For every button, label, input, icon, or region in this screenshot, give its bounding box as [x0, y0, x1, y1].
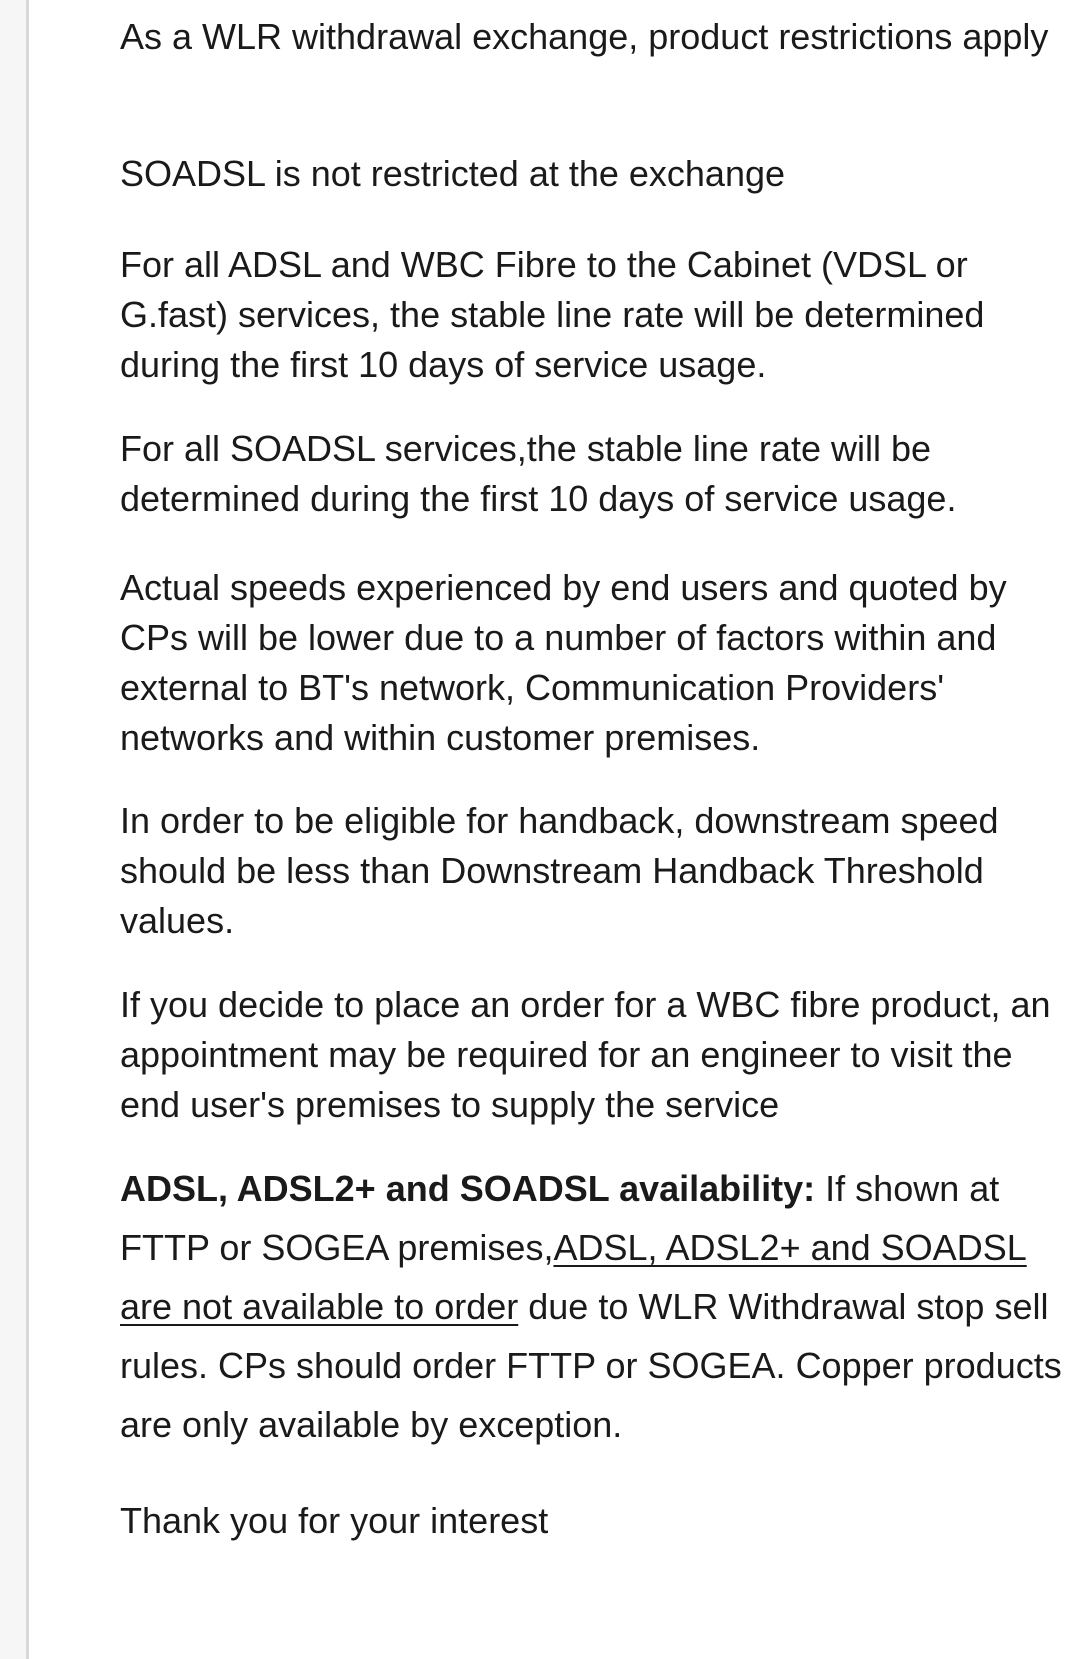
soadsl-status: SOADSL is not restricted at the exchange — [120, 153, 786, 194]
actual-speeds-note: Actual speeds experienced by end users and quoted by CPs will be lower due to a number of factors within and external to BT's network, Communication Providers' networks and within customer premises. — [120, 567, 1007, 758]
availability-text-a: If shown at FTTP or SOGEA premises, — [120, 1168, 1000, 1268]
left-margin-bar — [0, 0, 29, 1659]
availability-text-b: due to WLR Withdrawal stop sell rules. CPs should order FTTP or SOGEA. Copper products are only available by exception. — [120, 1286, 1062, 1445]
restriction-notice: As a WLR withdrawal exchange, product restrictions apply — [120, 16, 1049, 57]
handback-eligibility-note: In order to be eligible for handback, downstream speed should be less than Downstream Handback Threshold values. — [120, 800, 999, 941]
availability-note — [120, 1159, 1070, 1454]
availability-heading: ADSL, ADSL2+ and SOADSL availability: — [120, 1168, 816, 1209]
adsl-wbc-line-rate-note: For all ADSL and WBC Fibre to the Cabinet (VDSL or G.fast) services, the stable line rate will be determined during the first 10 days of service usage. — [120, 244, 985, 385]
thank-you-note: Thank you for your interest — [120, 1500, 549, 1541]
not-available-underlined-text: ADSL, ADSL2+ and SOADSL are not available to order — [120, 1227, 1027, 1327]
soadsl-line-rate-note: For all SOADSL services,the stable line rate will be determined during the first 10 days of service usage. — [120, 428, 957, 519]
wbc-fibre-appointment-note: If you decide to place an order for a WBC fibre product, an appointment may be required for an engineer to visit the end user's premises to supply the service — [120, 984, 1051, 1125]
